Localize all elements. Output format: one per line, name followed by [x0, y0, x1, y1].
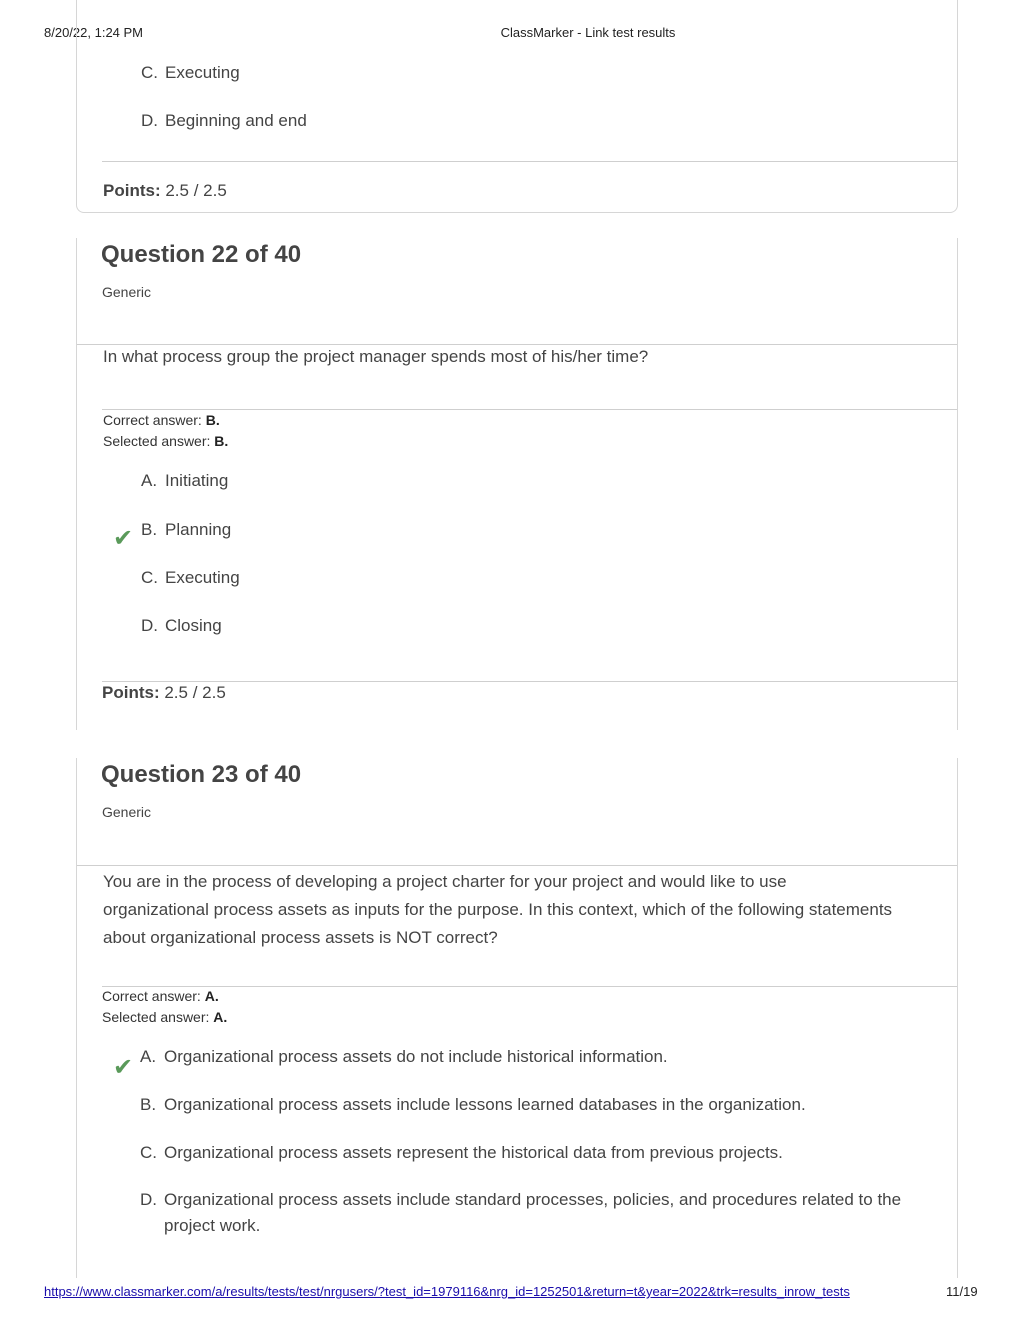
question-category: Generic: [102, 284, 152, 300]
option-text: Organizational process assets represent the historical data from previous projects.: [164, 1143, 783, 1162]
option-text: Closing: [165, 616, 222, 635]
option-letter: B.: [141, 520, 158, 539]
correct-answer: [102, 986, 219, 1007]
option-letter: D.: [140, 1190, 157, 1209]
option-letter: D.: [141, 616, 158, 635]
option-letter: C.: [141, 63, 158, 82]
question-title: Question 23 of 40: [101, 761, 302, 788]
question-card-prev: [76, 0, 958, 213]
selected-answer-label: Selected answer:: [103, 433, 211, 449]
option-letter: D.: [141, 111, 158, 130]
option-d: [140, 1187, 940, 1239]
option-text: Organizational process assets include standard processes, policies, and procedures related to the project work.: [164, 1190, 902, 1235]
divider: [102, 681, 957, 682]
question-text: In what process group the project manager spends most of his/her time?: [103, 347, 649, 366]
question-text: You are in the process of developing a project charter for your project and would like to use organizational process assets as inputs for the purpose. In this context, which of the following statements about organizational process assets is NOT correct?: [103, 872, 893, 947]
selected-answer: [102, 1007, 227, 1028]
correct-check-icon: ✔: [113, 525, 134, 552]
option-text: Executing: [165, 568, 240, 587]
print-datetime: 8/20/22, 1:24 PM: [44, 25, 144, 40]
divider: [77, 865, 957, 866]
question-category: Generic: [102, 804, 152, 820]
selected-answer-label: Selected answer:: [102, 1009, 210, 1025]
correct-answer-label: Correct answer:: [103, 412, 202, 428]
question-title: Question 22 of 40: [101, 241, 302, 268]
selected-answer-value: B.: [214, 433, 229, 449]
correct-answer-value: A.: [204, 988, 219, 1004]
correct-answer-label: Correct answer:: [102, 988, 201, 1004]
points-value: 2.5 / 2.5: [164, 683, 226, 702]
points: [103, 181, 227, 201]
selected-answer: [103, 431, 228, 452]
option-c: [141, 60, 240, 86]
points-label: Points:: [103, 181, 161, 200]
divider: [102, 986, 957, 987]
option-c: [141, 565, 240, 591]
option-d: [141, 613, 222, 639]
print-title: ClassMarker - Link test results: [500, 25, 676, 40]
points-value: 2.5 / 2.5: [165, 181, 227, 200]
correct-answer-value: B.: [205, 412, 220, 428]
option-text: Planning: [165, 520, 232, 539]
divider: [102, 409, 957, 410]
question-card-23: [76, 758, 958, 1278]
option-b: [141, 517, 231, 543]
option-letter: C.: [140, 1143, 157, 1162]
option-b: [140, 1092, 806, 1118]
option-a: [140, 1044, 668, 1070]
correct-check-icon: ✔: [113, 1054, 134, 1081]
option-d: [141, 108, 307, 134]
selected-answer-value: A.: [213, 1009, 228, 1025]
points-label: Points:: [102, 683, 160, 702]
option-c: [140, 1140, 783, 1166]
correct-answer: [103, 410, 220, 431]
option-text: Beginning and end: [165, 111, 307, 130]
option-letter: A.: [140, 1047, 157, 1066]
divider: [102, 161, 957, 162]
option-letter: C.: [141, 568, 158, 587]
page-url-link[interactable]: https://www.classmarker.com/a/results/tests/test/nrgusers/?test_id=1979116&nrg_id=1252501&return=t&year=2022&trk=results_inrow_tests: [44, 1284, 850, 1299]
option-a: [141, 468, 228, 494]
option-text: Executing: [165, 63, 240, 82]
option-letter: A.: [141, 471, 158, 490]
question-card-22: [76, 238, 958, 730]
option-text: Organizational process assets do not include historical information.: [164, 1047, 668, 1066]
page-number: 11/19: [946, 1284, 978, 1299]
option-text: Initiating: [165, 471, 229, 490]
points: [102, 683, 226, 703]
option-text: Organizational process assets include lessons learned databases in the organization.: [164, 1095, 806, 1114]
option-letter: B.: [140, 1095, 157, 1114]
